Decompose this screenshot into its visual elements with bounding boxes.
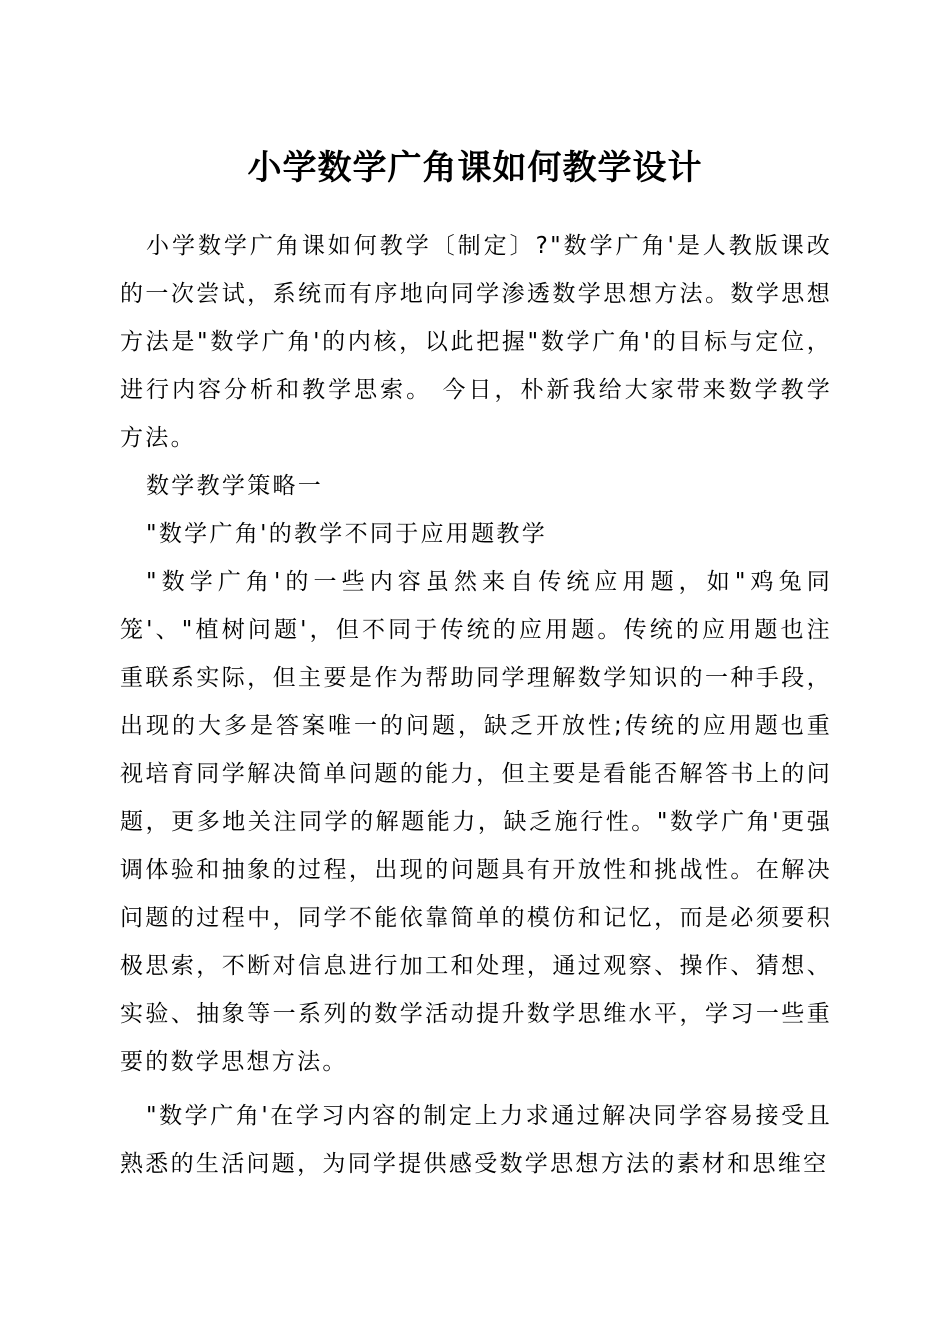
section-heading: "数学广角'的教学不同于应用题教学 bbox=[146, 521, 548, 547]
body-paragraph: "数学广角'在学习内容的制定上力求通过解决同学容易接受且熟悉的生活问题，为同学提供感受数学思想方法的素材和思维空 bbox=[120, 1103, 832, 1177]
document-body bbox=[120, 222, 832, 1188]
strategy-heading: 数学教学策略一 bbox=[146, 473, 324, 499]
page-title: 小学数学广角课如何教学设计 bbox=[247, 148, 703, 188]
intro-paragraph: 小学数学广角课如何教学〔制定〕?"数学广角'是人教版课改的一次尝试，系统而有序地向同学渗透数学思想方法。数学思想方法是"数学广角'的内核，以此把握"数学广角'的目标与定位，进行内容分析和教学思索。 今日，朴新我给大家带来数学教学方法。 bbox=[120, 233, 832, 451]
body-paragraph: "数学广角'的一些内容虽然来自传统应用题，如"鸡兔同笼'、"植树问题'，但不同于传统的应用题。传统的应用题也注重联系实际，但主要是作为帮助同学理解数学知识的一种手段，出现的大多是答案唯一的问题，缺乏开放性;传统的应用题也重视培育同学解决简单问题的能力，但主要是看能否解答书上的问题，更多地关注同学的解题能力，缺乏施行性。"数学广角'更强调体验和抽象的过程，出现的问题具有开放性和挑战性。在解决问题的过程中，同学不能依靠简单的模仿和记忆，而是必须要积极思索，不断对信息进行加工和处理，通过观察、操作、猜想、实验、抽象等一系列的数学活动提升数学思维水平，学习一些重要的数学思想方法。 bbox=[120, 569, 832, 1075]
